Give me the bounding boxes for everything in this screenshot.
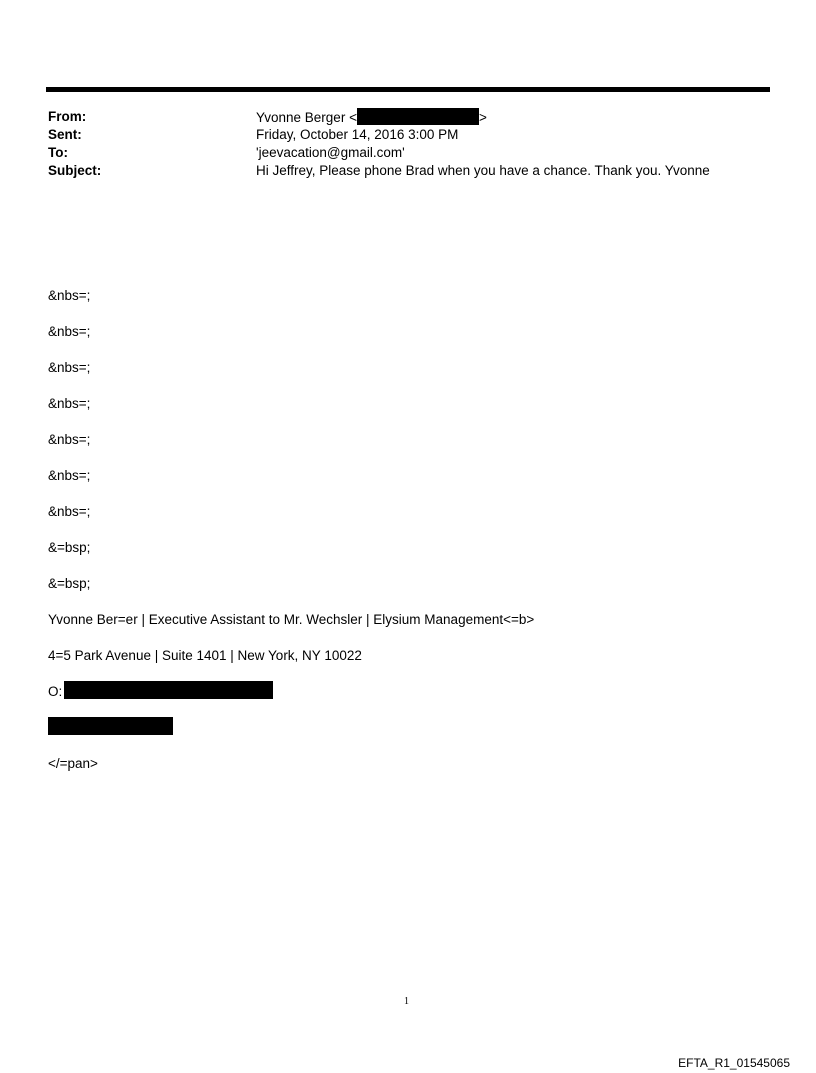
redacted-line [48, 717, 173, 735]
body-line: &nbs=; [48, 432, 91, 447]
phone-line [48, 683, 62, 701]
sent-value: Friday, October 14, 2016 3:00 PM [256, 127, 459, 142]
phone-label: O: [48, 684, 63, 699]
address-line: 4=5 Park Avenue | Suite 1401 | New York, NY 10022 [48, 648, 362, 663]
subject-value: Hi Jeffrey, Please phone Brad when you have a chance. Thank you. Yvonne [256, 163, 710, 178]
header-rule [46, 87, 770, 92]
signature-line: Yvonne Ber=er | Executive Assistant to Mr. Wechsler | Elysium Management<=b> [48, 612, 535, 627]
subject-label: Subject: [48, 163, 102, 178]
body-line: &nbs=; [48, 504, 91, 519]
body-line: &nbs=; [48, 288, 91, 303]
body-line: &=bsp; [48, 540, 91, 555]
page-number: 1 [404, 996, 409, 1007]
from-label: From: [48, 109, 87, 124]
redacted-phone [64, 681, 273, 699]
body-line: &=bsp; [48, 576, 91, 591]
from-name: Yvonne Berger < [256, 110, 357, 125]
to-label: To: [48, 145, 68, 160]
bates-number: EFTA_R1_01545065 [678, 1056, 790, 1070]
body-line: &nbs=; [48, 468, 91, 483]
body-line: &nbs=; [48, 396, 91, 411]
redacted-email [357, 108, 479, 125]
body-line: &nbs=; [48, 324, 91, 339]
closing-line: </=pan> [48, 756, 98, 771]
to-value: 'jeevacation@gmail.com' [256, 145, 405, 160]
from-value [256, 108, 487, 127]
sent-label: Sent: [48, 127, 82, 142]
body-line: &nbs=; [48, 360, 91, 375]
from-suffix: > [478, 110, 487, 125]
